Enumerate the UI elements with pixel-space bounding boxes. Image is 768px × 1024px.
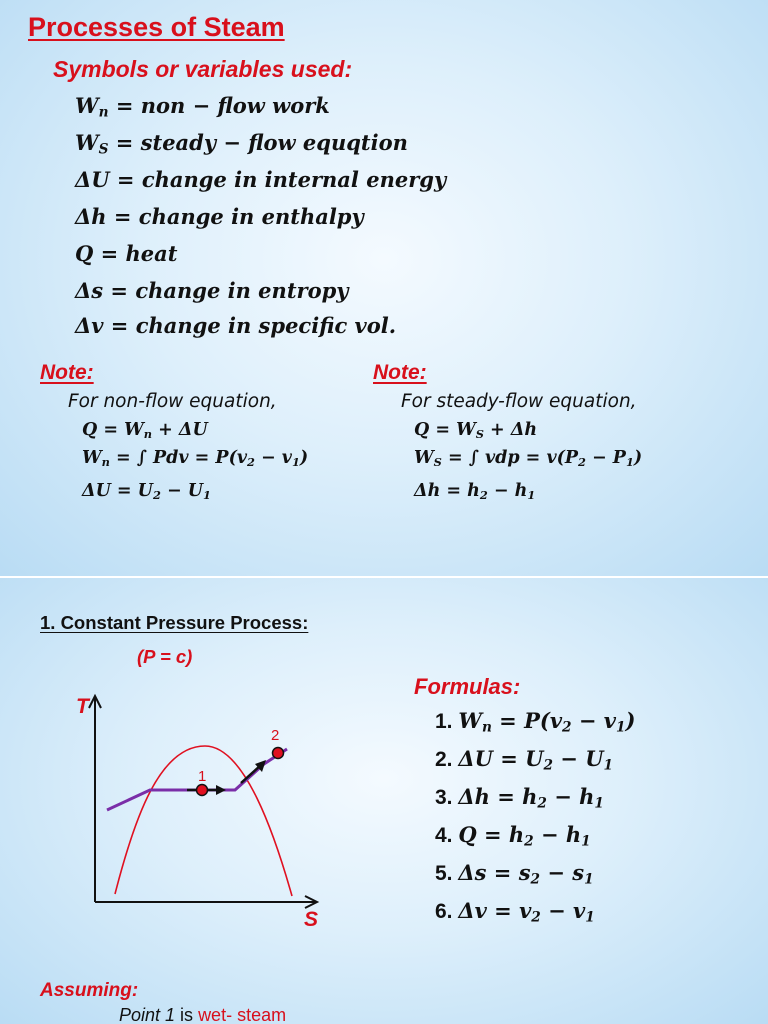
process-line bbox=[107, 749, 287, 810]
symbol-line: Q = heat bbox=[75, 241, 178, 266]
symbol-line: Δv = change in specific vol. bbox=[75, 313, 397, 338]
formulas-heading: Formulas: bbox=[414, 674, 521, 699]
formula-line: 2. $\Delta U = U_2 - U_1$ bbox=[435, 746, 614, 774]
equation-right-2: $W_S$ = ∫ vdp = $v(P_2 - P_1)$ bbox=[414, 448, 643, 469]
state-point-2 bbox=[273, 748, 284, 759]
formula-line: 3. $\Delta h = h_2 - h_1$ bbox=[435, 784, 604, 812]
symbols-subtitle: Symbols or variables used: bbox=[53, 56, 353, 82]
x-axis-label: S bbox=[304, 908, 319, 931]
ts-diagram bbox=[60, 686, 330, 936]
assumption-line: Point 1 is wet- steam bbox=[119, 1005, 287, 1024]
equation-right-3: $\Delta h = h_2 - h_1$ bbox=[414, 481, 536, 502]
process-condition: (P = c) bbox=[137, 646, 193, 667]
symbol-line: $W_n$ = non − flow work bbox=[75, 93, 330, 121]
state-point-1 bbox=[197, 785, 208, 796]
slide-constant-pressure bbox=[0, 578, 768, 1024]
equation-left-3: $\Delta U = U_2 - U_1$ bbox=[82, 481, 211, 502]
equation-left-2: $W_n$ = ∫ Pdv = $P(v_2 - v_1)$ bbox=[82, 448, 309, 469]
formula-line: 6. $\Delta v = v_2 - v_1$ bbox=[435, 898, 595, 926]
y-axis-label: T bbox=[76, 695, 89, 718]
symbol-line: Δh = change in enthalpy bbox=[75, 204, 364, 229]
direction-arrow-head bbox=[216, 785, 226, 795]
slide-title: Processes of Steam bbox=[28, 12, 285, 42]
symbol-line: Δs = change in entropy bbox=[75, 278, 349, 303]
note-heading-right: Note: bbox=[373, 361, 427, 384]
symbol-line: $W_S$ = steady − flow equqtion bbox=[75, 130, 408, 158]
point-2-label: 2 bbox=[271, 727, 280, 744]
note-text-right: For steady-flow equation, bbox=[401, 391, 637, 412]
formula-line: 1. $W_n = P(v_2 - v_1)$ bbox=[435, 708, 636, 736]
symbol-line: ΔU = change in internal energy bbox=[75, 167, 447, 192]
note-text-left: For non-flow equation, bbox=[68, 391, 277, 412]
assuming-heading: Assuming: bbox=[40, 980, 139, 1001]
formula-line: 5. $\Delta s = s_2 - s_1$ bbox=[435, 860, 594, 888]
formula-line: 4. $Q = h_2 - h_1$ bbox=[435, 822, 591, 850]
note-heading-left: Note: bbox=[40, 361, 94, 384]
process-title: 1. Constant Pressure Process: bbox=[40, 612, 309, 633]
equation-left-1: $Q = W_n + \Delta U$ bbox=[82, 420, 208, 441]
equation-right-1: $Q = W_S + \Delta h$ bbox=[414, 420, 538, 441]
direction-arrow bbox=[241, 765, 261, 783]
point-1-label: 1 bbox=[198, 768, 207, 785]
